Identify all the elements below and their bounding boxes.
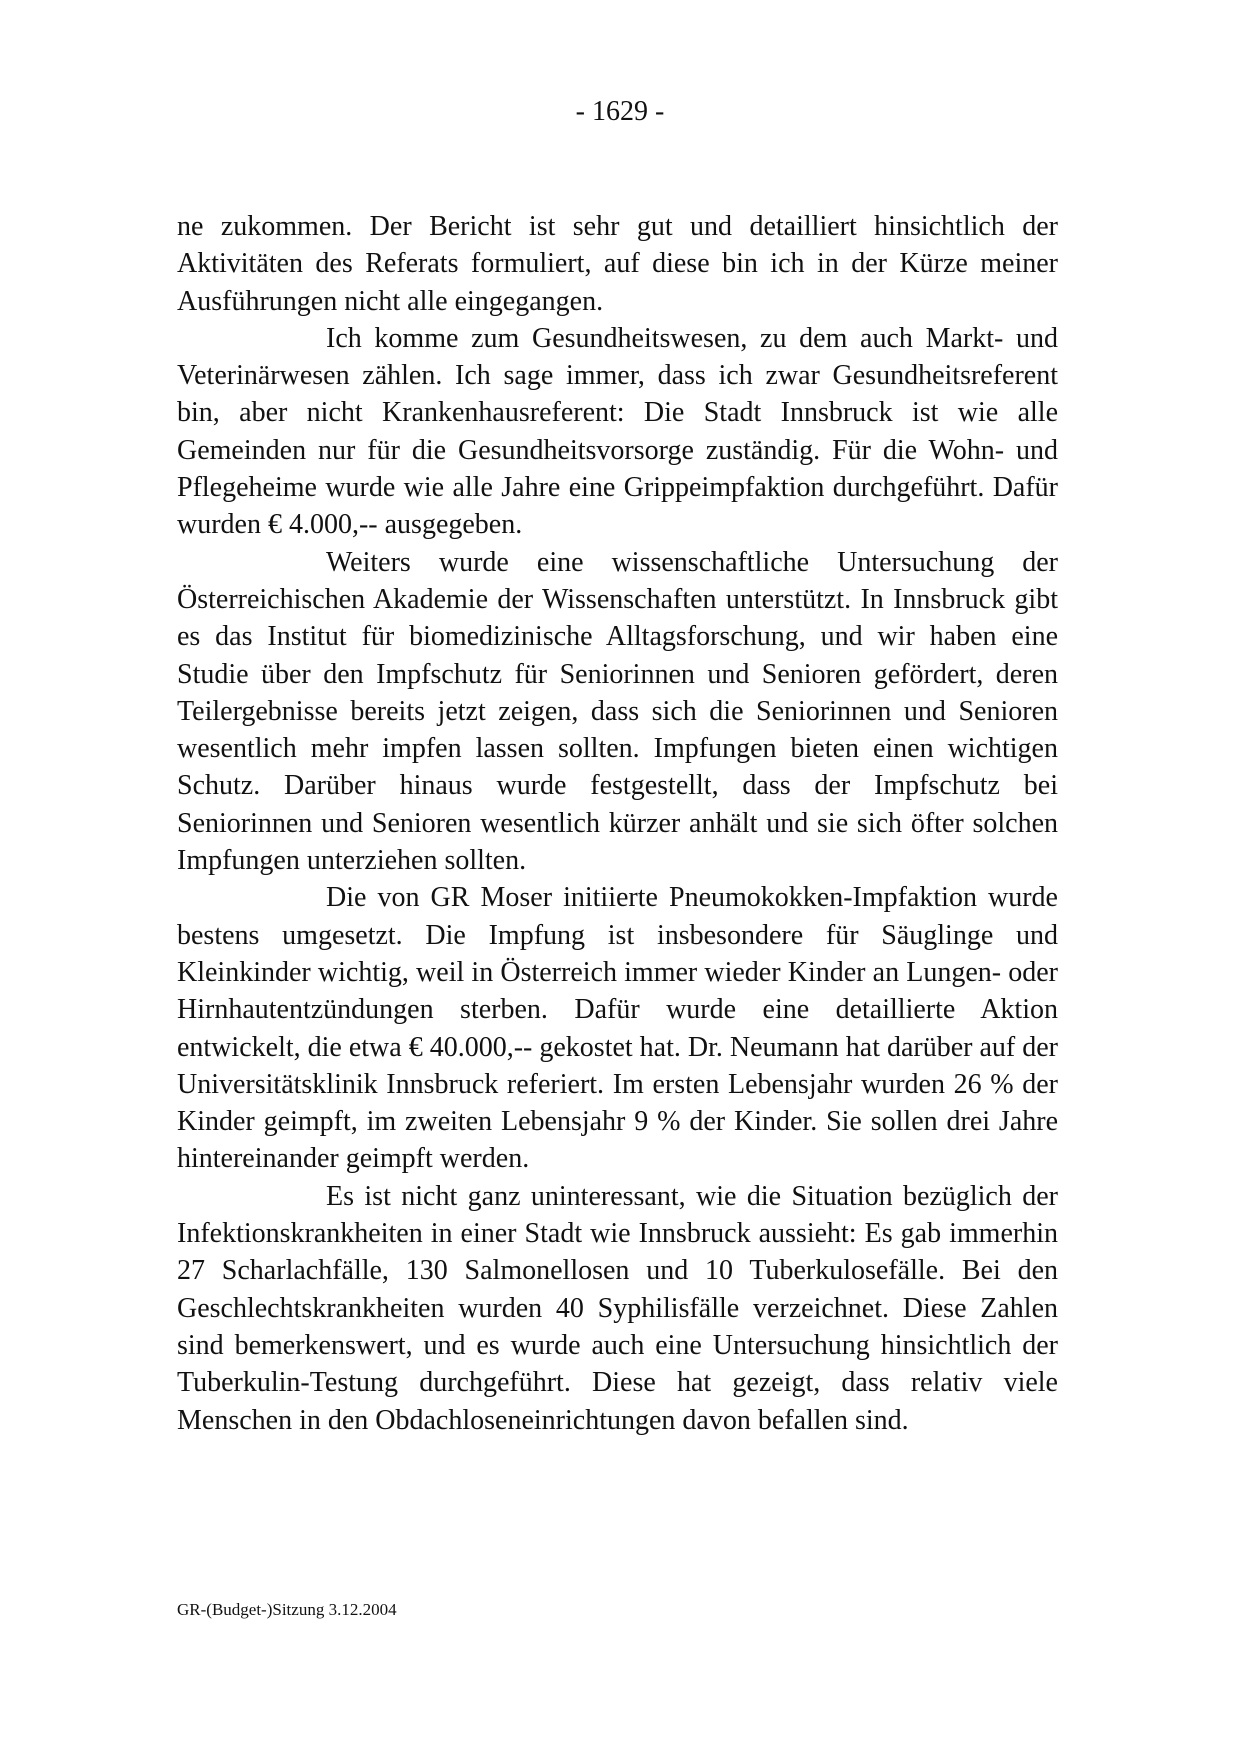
document-body: [177, 208, 1058, 1439]
paragraph-2: Ich komme zum Gesundheitswesen, zu dem auch Markt- und Veterinärwesen zählen. Ich sage immer, dass ich zwar Gesundheitsreferent bin, aber nicht Krankenhausreferent: Die Stadt Innsbruck ist wie alle Gemeinden nur für die Gesundheitsvorsorge zuständig. Für die Wohn- und Pflegeheime wurde wie alle Jahre eine Grippeimpfaktion durchgeführt. Dafür wurden € 4.000,-- ausgegeben.: [177, 322, 1058, 541]
paragraph-4: Die von GR Moser initiierte Pneumokokken-Impfaktion wurde bestens umgesetzt. Die Impfung ist insbesondere für Säuglinge und Kleinkinder wichtig, weil in Österreich immer wieder Kinder an Lungen- oder Hirnhautentzündungen sterben. Dafür wurde eine detaillierte Aktion entwickelt, die etwa € 40.000,-- gekostet hat. Dr. Neumann hat darüber auf der Universitätsklinik Innsbruck referiert. Im ersten Lebensjahr wurden 26 % der Kinder geimpft, im zweiten Lebensjahr 9 % der Kinder. Sie sollen drei Jahre hintereinander geimpft werden.: [177, 882, 1058, 1175]
paragraph-1: ne zukommen. Der Bericht ist sehr gut und detailliert hinsichtlich der Aktivitäten des Referats formuliert, auf diese bin ich in der Kürze meiner Ausführungen nicht alle eingegangen.: [177, 211, 1058, 317]
paragraph-3: Weiters wurde eine wissenschaftliche Untersuchung der Österreichischen Akademie der Wissenschaften unterstützt. In Innsbruck gibt es das Institut für biomedizinische Alltagsforschung, und wir haben eine Studie über den Impfschutz für Seniorinnen und Senioren gefördert, deren Teilergebnisse bereits jetzt zeigen, dass sich die Seniorinnen und Senioren wesentlich mehr impfen lassen sollten. Impfungen bieten einen wichtigen Schutz. Darüber hinaus wurde festgestellt, dass der Impfschutz bei Seniorinnen und Senioren wesentlich kürzer anhält und sie sich öfter solchen Impfungen unterziehen sollten.: [177, 546, 1058, 877]
page-number: - 1629 -: [575, 96, 665, 127]
page-footer: GR-(Budget-)Sitzung 3.12.2004: [177, 1600, 397, 1619]
paragraph-5: Es ist nicht ganz uninteressant, wie die Situation bezüglich der Infektionskrankheiten in einer Stadt wie Innsbruck aussieht: Es gab immerhin 27 Scharlachfälle, 130 Salmonellosen und 10 Tuberkulosefälle. Bei den Geschlechtskrankheiten wurden 40 Syphilisfälle verzeichnet. Diese Zahlen sind bemerkenswert, und es wurde auch eine Untersuchung hinsichtlich der Tuberkulin-Testung durchgeführt. Diese hat gezeigt, dass relativ viele Menschen in den Obdachloseneinrichtungen davon befallen sind.: [177, 1180, 1058, 1436]
